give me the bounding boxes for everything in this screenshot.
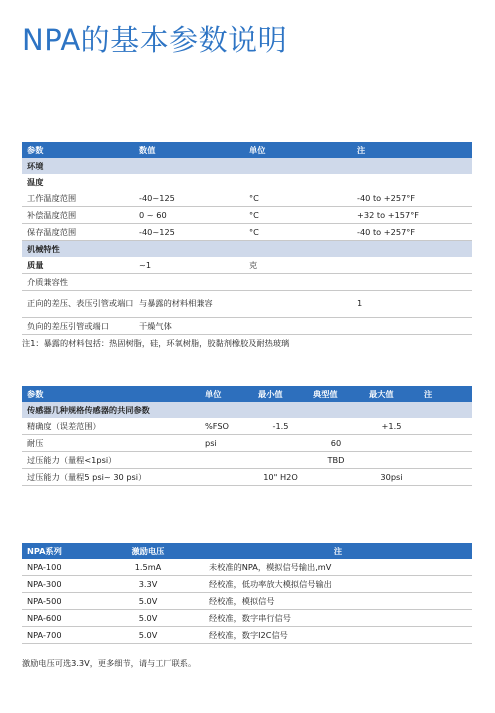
cell-value: 与暴露的材料相兼容 [134,291,352,318]
header-note: 注 [333,545,343,556]
table-header-row [22,142,472,158]
cell-series: NPA-500 [22,593,92,610]
cell-value: -40~125 [134,224,244,241]
header-max: 最大值 [369,388,394,399]
cell-max [364,452,419,469]
header-unit: 单位 [205,388,222,399]
section-row-mechanical [22,241,472,258]
cell-value: -40~125 [134,190,244,207]
cell-max: +1.5 [364,418,419,435]
cell-note: 经校准，低功率放大模拟信号输出 [204,576,472,593]
footnote-excitation: 激励电压可选3.3V，更多细节，请与工厂联系。 [22,658,197,668]
npa-series-table [22,543,472,644]
section-row-environment [22,158,472,174]
cell-unit [200,469,253,486]
header-min: 最小值 [258,388,283,399]
header-typical: 典型值 [313,388,338,399]
header-excitation: 激励电压 [131,545,165,556]
cell-parameter: 负向的差压引管或端口 [22,318,134,335]
cell-note [419,435,472,452]
cell-series: NPA-600 [22,610,92,627]
table-row [22,257,472,274]
table-row [22,291,472,318]
header-parameter: 参数 [27,388,44,399]
header-note: 注 [357,144,366,155]
subsection-label: 温度 [27,176,44,187]
common-parameters-table [22,386,472,486]
header-value: 数值 [139,144,156,155]
cell-excitation: 5.0V [92,593,204,610]
cell-note: 经校准，数字串行信号 [204,610,472,627]
cell-unit: 克 [244,257,352,274]
cell-note: -40 to +257°F [352,190,472,207]
section-label: 机械特性 [27,243,60,254]
cell-min [253,452,308,469]
section-label: 环境 [27,160,44,171]
cell-note [419,452,472,469]
cell-series: NPA-100 [22,559,92,576]
cell-max [364,435,419,452]
table-row [22,576,472,593]
footnote-materials: 注1：暴露的材料包括：热固树脂，硅，环氧树脂，胶黏剂橡胶及耐热玻璃 [22,338,290,348]
cell-series: NPA-700 [22,627,92,644]
header-unit: 单位 [249,144,266,155]
cell-parameter: 精确度（误差范围） [22,418,200,435]
cell-parameter: 过压能力（量程5 psi~ 30 psi） [22,469,200,486]
table-row [22,224,472,241]
cell-value: 0 ~ 60 [134,207,244,224]
table-row [22,593,472,610]
cell-parameter: 补偿温度范围 [22,207,134,224]
cell-excitation: 5.0V [92,627,204,644]
cell-parameter: 过压能力（量程<1psi） [22,452,200,469]
cell-note: 经校准，数字I2C信号 [204,627,472,644]
table-row [22,190,472,207]
cell-excitation: 3.3V [92,576,204,593]
cell-parameter: 耐压 [22,435,200,452]
cell-unit: °C [244,224,352,241]
table-row [22,418,472,435]
header-parameter: 参数 [27,144,44,155]
cell-parameter: 保存温度范围 [22,224,134,241]
cell-excitation: 5.0V [92,610,204,627]
header-series: NPA系列 [27,545,62,556]
cell-note: 1 [352,291,472,318]
cell-typical [308,469,364,486]
cell-value: 干燥气体 [134,318,472,335]
cell-parameter: 工作温度范围 [22,190,134,207]
cell-unit: %FSO [200,418,253,435]
cell-note: 经校准，模拟信号 [204,593,472,610]
page-title: NPA的基本参数说明 [22,23,288,57]
basic-parameters-table [22,142,472,335]
table-row [22,627,472,644]
subsection-row-temperature [22,174,472,190]
cell-max: 30psi [364,469,419,486]
cell-note: -40 to +257°F [352,224,472,241]
cell-min: 10" H2O [253,469,308,486]
cell-excitation: 1.5mA [92,559,204,576]
cell-parameter: 介质兼容性 [22,274,472,291]
cell-note: +32 to +157°F [352,207,472,224]
section-label: 传感器几种规格传感器的共同参数 [27,404,150,415]
cell-note [419,469,472,486]
table-row [22,207,472,224]
section-row-common [22,402,472,418]
cell-typical [308,418,364,435]
table-row [22,452,472,469]
cell-note [352,257,472,274]
cell-min: -1.5 [253,418,308,435]
table-row [22,318,472,335]
cell-value: ~1 [134,257,244,274]
table-row [22,274,472,291]
table-header-row [22,386,472,402]
cell-unit: psi [200,435,253,452]
table-header-row [22,543,472,559]
cell-parameter: 正向的差压、表压引管或端口 [22,291,134,318]
cell-typical: TBD [308,452,364,469]
table-row [22,610,472,627]
cell-parameter: 质量 [22,257,134,274]
table-row [22,469,472,486]
cell-note: 未校准的NPA，模拟信号输出,mV [204,559,472,576]
cell-unit: °C [244,207,352,224]
cell-unit: °C [244,190,352,207]
cell-note [419,418,472,435]
cell-min [253,435,308,452]
cell-series: NPA-300 [22,576,92,593]
header-note: 注 [424,388,433,399]
cell-unit [200,452,253,469]
table-row [22,559,472,576]
table-row [22,435,472,452]
cell-typical: 60 [308,435,364,452]
